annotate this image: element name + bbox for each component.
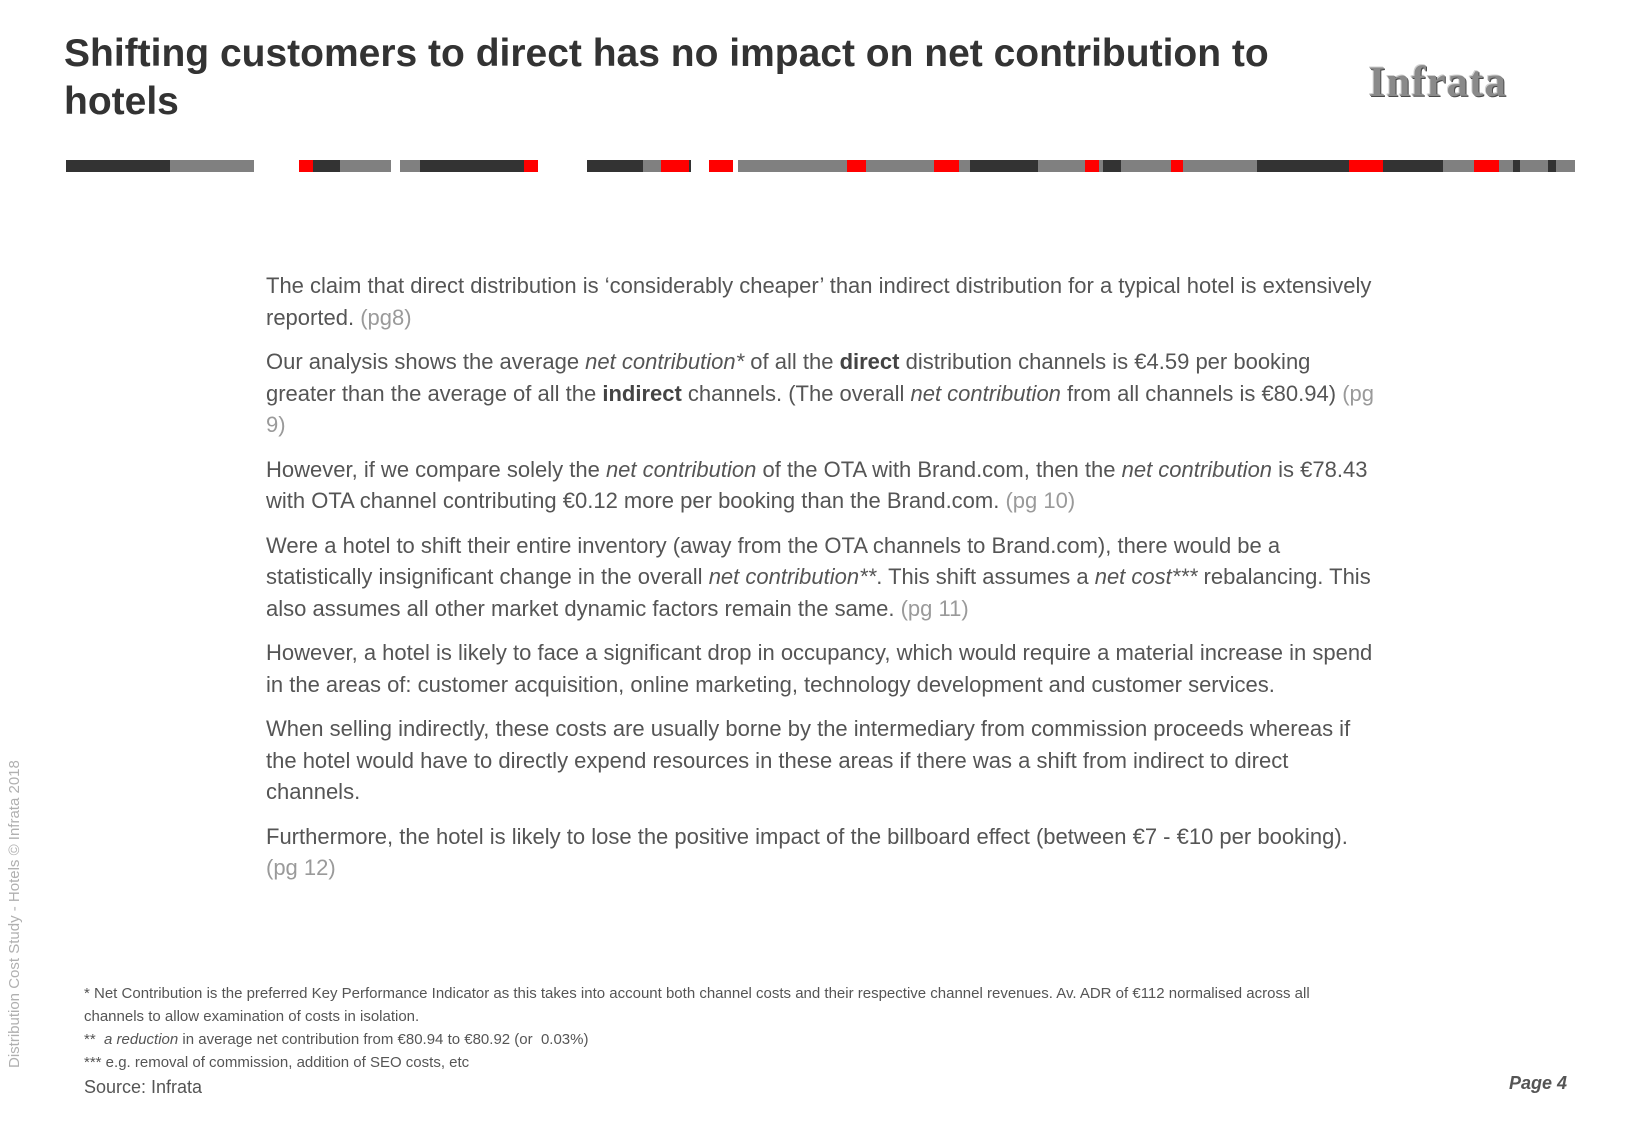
stripe-segment [1383, 160, 1443, 172]
page-reference: (pg8) [360, 304, 412, 330]
stripe-segment [1183, 160, 1257, 172]
page-reference: (pg 10) [1005, 488, 1076, 513]
stripe-segment [1556, 160, 1575, 172]
paragraph: Furthermore, the hotel is likely to lose the positive impact of the billboard effect (between €7 - €10 per booking). (pg 12) [266, 823, 1348, 880]
stripe-segment [1121, 160, 1171, 172]
stripe-segment [587, 160, 643, 172]
stripe-segment [847, 160, 866, 172]
stripe-group [400, 160, 538, 172]
footnotes [84, 982, 1324, 1074]
stripe-segment [313, 160, 340, 172]
stripe-segment [1085, 160, 1099, 172]
page-title: Shifting customers to direct has no impact on net contribution to hotels [64, 32, 1269, 123]
paragraph: Our analysis shows the average net contribution* of all the direct distribution channels is €4.59 per booking greater than the average of all the indirect channels. (The overall net contribution from all channels is €80.94) (pg 9) [266, 349, 1374, 437]
stripe-segment [400, 160, 420, 172]
stripe-segment [1513, 160, 1520, 172]
source-note: Source: Infrata [84, 1077, 203, 1097]
footnote: ** a reduction in average net contribution from €80.94 to €80.92 (or 0.03%) [84, 1031, 589, 1048]
footnote: *** e.g. removal of commission, addition of SEO costs, etc [84, 1054, 470, 1071]
stripe-segment [1474, 160, 1499, 172]
stripe-segment [959, 160, 970, 172]
paragraph: The claim that direct distribution is ‘considerably cheaper’ than indirect distribution for a typical hotel is extensively reported. (pg8) [266, 273, 1372, 330]
page-reference: (pg 12) [266, 855, 336, 880]
stripe-segment [866, 160, 934, 172]
stripe-segment [420, 160, 524, 172]
page-reference: (pg 11) [900, 595, 969, 621]
stripe-segment [524, 160, 538, 172]
stripe-segment [340, 160, 391, 172]
stripe-segment [970, 160, 1038, 172]
stripe-segment [1171, 160, 1183, 172]
stripe-segment [170, 160, 254, 172]
stripe-segment [738, 160, 847, 172]
paragraph: However, if we compare solely the net contribution of the OTA with Brand.com, then the net contribution is €78.43 with OTA channel contributing €0.12 more per booking than the Brand.com. (pg 10) [266, 456, 1368, 513]
stripe-group [66, 160, 254, 172]
infrata-logo: Infrata [1368, 59, 1507, 106]
stripe-segment [1103, 160, 1121, 172]
stripe-segment [643, 160, 661, 172]
paragraph: When selling indirectly, these costs are usually borne by the intermediary from commission proceeds whereas if the hotel would have to directly expend resources in these areas if there was a shift from indirect to direct channels. [266, 716, 1351, 804]
stripe-group [587, 160, 691, 172]
stripe-segment [1499, 160, 1513, 172]
page-number: Page 4 [1508, 1073, 1567, 1093]
stripe-segment [689, 160, 691, 172]
stripe-segment [661, 160, 689, 172]
stripe-segment [1257, 160, 1349, 172]
sidebar-copyright: Distribution Cost Study - Hotels © Infrata 2018 [6, 760, 23, 1068]
stripe-segment [1548, 160, 1556, 172]
stripe-segment [1349, 160, 1383, 172]
stripe-segment [934, 160, 959, 172]
stripe-segment [1520, 160, 1548, 172]
paragraph: However, a hotel is likely to face a significant drop in occupancy, which would require a material increase in spend in the areas of: customer acquisition, online marketing, technology development and customer services. [266, 640, 1373, 697]
stripe-segment [709, 160, 733, 172]
paragraph: Were a hotel to shift their entire inventory (away from the OTA channels to Brand.com), there would be a statistically insignificant change in the overall net contribution**. This shift assumes a net cost*** rebalancing. This also assumes all other market dynamic factors remain the same. (pg 11) [266, 532, 1371, 621]
footnote: * Net Contribution is the preferred Key Performance Indicator as this takes into account both channel costs and their respective channel revenues. Av. ADR of €112 normalised across all channels to allow examination of costs in isolation. [84, 985, 1310, 1025]
stripe-segment [66, 160, 170, 172]
stripe-group [299, 160, 391, 172]
body-text [266, 270, 1376, 897]
page-reference: (pg 9) [266, 380, 1374, 437]
stripe-segment [1038, 160, 1085, 172]
stripe-segment [299, 160, 313, 172]
stripe-segment [1443, 160, 1474, 172]
stripe-group [709, 160, 1575, 172]
